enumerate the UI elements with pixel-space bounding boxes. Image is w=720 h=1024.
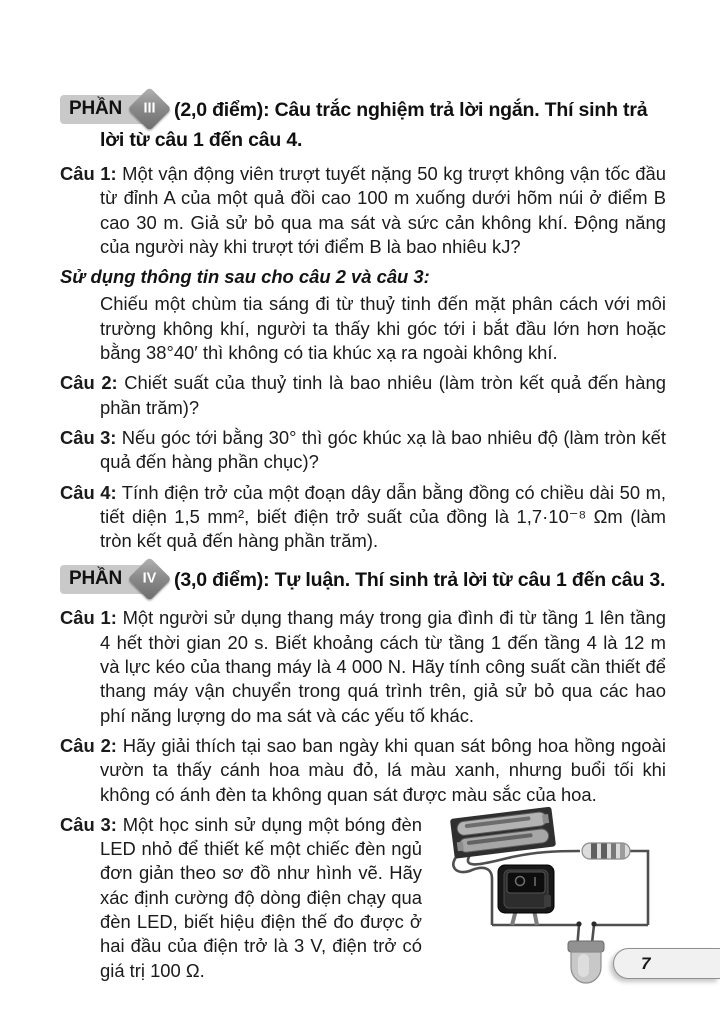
question-text: Một học sinh sử dụng một bóng đèn LED nhỏ để thiết kế một chiếc đèn ngủ đơn giản theo sơ đồ như hình vẽ. Hãy xác định cường độ dòng điện chạy qua đèn LED, biết hiệu điện thế đo được ở hai đầu của điện trở là 3 V, điện trở có giá trị 100 Ω.: [100, 813, 422, 981]
part-badge-label: PHẦN: [60, 95, 150, 124]
question-label: Câu 1:: [60, 163, 117, 184]
resistor-icon: [582, 843, 630, 859]
part-badge-diamond-icon: [128, 558, 172, 602]
question-label: Câu 1:: [60, 607, 117, 629]
question-iii-2: [60, 371, 666, 420]
page-number-tab: [613, 948, 720, 979]
question-label: Câu 2:: [60, 372, 118, 394]
section-header-part-iv: [60, 566, 666, 596]
battery-pack-icon: [450, 807, 556, 859]
question-iv-2: [60, 734, 666, 807]
section-title: (3,0 điểm): Tự luận. Thí sinh trả lời từ câu 1 đến câu 3.: [174, 569, 666, 592]
part-iii-badge: [60, 94, 156, 124]
question-iv-1: [60, 606, 666, 727]
question-text: Một vận động viên trượt tuyết nặng 50 kg trượt không vận tốc đầu từ đỉnh A của một quả đồi cao 100 m xuống dưới hõm núi ở điểm B cao 30 m. Giả sử bỏ qua ma sát và sức cản không khí. Động năng của người này khi trượt tới điểm B là bao nhiêu kJ?: [100, 163, 666, 257]
part-badge-label: PHẦN: [60, 565, 150, 594]
shared-info-text: Chiếu một chùm tia sáng đi từ thuỷ tinh đến mặt phân cách với môi trường không khí, người ta thấy khi góc tới i bắt đầu lớn hơn hoặc bằng 38°40′ thì không có tia khúc xạ ra ngoài không khí.: [100, 293, 666, 364]
question-iii-4: [60, 481, 666, 554]
page-content: [60, 96, 666, 989]
question-label: Câu 3:: [60, 426, 117, 448]
question-text: Hãy giải thích tại sao ban ngày khi quan sát bông hoa hồng ngoài vườn ta thấy cánh hoa màu đỏ, lá màu xanh, nhưng buổi tối khi không có ánh đèn ta không quan sát được màu sắc của hoa.: [100, 734, 666, 805]
question-text: Chiết suất của thuỷ tinh là bao nhiêu (làm tròn kết quả đến hàng phần trăm)?: [100, 372, 666, 418]
section-header-part-iii: [60, 96, 666, 154]
question-iii-3: [60, 426, 666, 475]
part-badge-numeral: IV: [142, 570, 157, 587]
part-badge-diamond-icon: [128, 87, 172, 131]
led-bulb-icon: [568, 921, 604, 983]
part-iv-badge: [60, 564, 157, 594]
part-badge-numeral: III: [143, 100, 156, 117]
section-title: (2,0 điểm): Câu trắc nghiệm trả lời ngắn. Thí sinh trả lời từ câu 1 đến câu 4.: [100, 99, 648, 151]
rocker-switch-icon: [498, 865, 554, 925]
question-label: Câu 4:: [60, 481, 117, 503]
question-iii-1: [60, 162, 666, 259]
page-number: 7: [641, 953, 651, 973]
question-label: Câu 3:: [60, 813, 117, 835]
question-iv-3: [60, 813, 666, 983]
question-text: Nếu góc tới bằng 30° thì góc khúc xạ là bao nhiêu độ (làm tròn kết quả đến hàng phần chục)?: [100, 426, 666, 473]
shared-info-note: Sử dụng thông tin sau cho câu 2 và câu 3:: [60, 266, 430, 288]
question-label: Câu 2:: [60, 734, 117, 756]
question-text: Tính điện trở của một đoạn dây dẫn bằng đồng có chiều dài 50 m, tiết diện 1,5 mm², biết điện trở suất của đồng là 1,7·10⁻⁸ Ωm (làm tròn kết quả đến hàng phần trăm).: [100, 481, 666, 552]
question-text: Một người sử dụng thang máy trong gia đình đi từ tầng 1 lên tầng 4 hết thời gian 20 s. Biết khoảng cách từ tầng 1 đến tầng 4 là 12 m và lực kéo của thang máy là 4 000 N. Hãy tính công suất cần thiết để thang máy vận chuyển trong quá trình trên, giả sử bỏ qua các hao phí năng lượng do ma sát và các yếu tố khác.: [100, 607, 666, 726]
